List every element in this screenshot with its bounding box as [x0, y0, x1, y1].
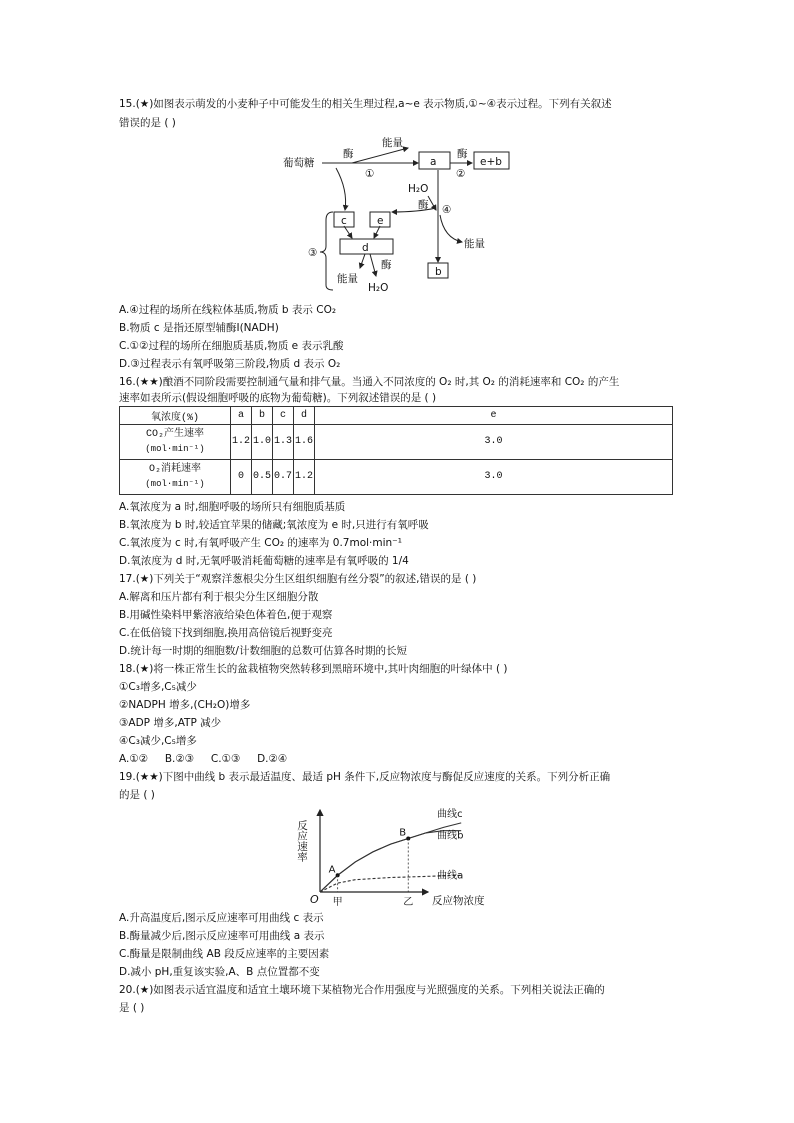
table-header-cell: 氧浓度(%) [120, 407, 231, 425]
x-tick-label: 乙 [403, 897, 414, 908]
q15-enzyme-label-1: 酶 [343, 148, 354, 160]
q20-stem-line1: 20.(★)如图表示适宜温度和适宜土壤环境下某植物光合作用强度与光照强度的关系。下列相关说法正确的 [119, 984, 605, 996]
x-axis-label: 反应物浓度 [432, 895, 485, 907]
series-label: 曲线c [437, 808, 463, 820]
q17-option-d: D.统计每一时期的细胞数/计数细胞的总数可估算各时期的长短 [119, 645, 407, 657]
q15-e-label: e [377, 215, 384, 227]
q19-option-b: B.酶量减少后,图示反应速率可用曲线 a 表示 [119, 930, 325, 942]
q15-glucose-label: 葡萄糖 [283, 157, 315, 169]
row-label-unit: (mol·min⁻¹) [145, 478, 205, 489]
q15-eb-label: e+b [480, 156, 502, 168]
table-cell: 1.6 [294, 425, 315, 460]
q16-oxygen-table [119, 406, 673, 495]
q15-diagram [0, 0, 794, 300]
q18-item-1: ①C₃增多,C₅减少 [119, 681, 197, 693]
q20-stem-line2: 是 ( ) [119, 1002, 145, 1014]
row-label-text: O₂消耗速率 [148, 463, 201, 475]
q15-option-a: A.④过程的场所在线粒体基质,物质 b 表示 CO₂ [119, 304, 337, 316]
q16-option-b: B.氧浓度为 b 时,较适宜苹果的储藏;氧浓度为 e 时,只进行有氧呼吸 [119, 519, 429, 531]
table-header-cell: c [273, 407, 294, 425]
q16-option-d: D.氧浓度为 d 时,无氧呼吸消耗葡萄糖的速率是有氧呼吸的 1/4 [119, 555, 409, 567]
point-label: A [328, 864, 336, 876]
table-cell: 1.0 [252, 425, 273, 460]
table-row [120, 425, 673, 460]
table-header-cell: d [294, 407, 315, 425]
x-tick-label: 甲 [332, 897, 343, 908]
q15-stem-line2: 错误的是 ( ) [119, 117, 176, 129]
q19-option-a: A.升高温度后,图示反应速率可用曲线 c 表示 [119, 912, 324, 924]
q15-option-d: D.③过程表示有氧呼吸第三阶段,物质 d 表示 O₂ [119, 358, 341, 370]
series-label: 曲线a [437, 870, 464, 882]
table-cell: 1.2 [294, 460, 315, 495]
q18-choices: A.①② B.②③ C.①③ D.②④ [119, 753, 288, 765]
table-header-row [120, 407, 673, 425]
table-header-cell: a [231, 407, 252, 425]
q15-b-label: b [435, 266, 442, 278]
table-cell: 3.0 [315, 460, 673, 495]
q15-h2o-label-2: H₂O [368, 282, 389, 294]
y-axis-label: 反应速率 [296, 820, 308, 862]
table-cell: 1.2 [231, 425, 252, 460]
table-header-cell: e [315, 407, 673, 425]
table-row [120, 460, 673, 495]
q16-stem-line1: 16.(★★)酿酒不同阶段需要控制通气量和排气量。当通入不同浓度的 O₂ 时,其 O₂ 的消耗速率和 CO₂ 的产生 [119, 376, 620, 388]
q15-option-c: C.①②过程的场所在细胞质基质,物质 e 表示乳酸 [119, 340, 344, 352]
q15-enzyme-label-4: 酶 [381, 259, 392, 271]
q15-process-3: ③ [308, 247, 318, 259]
q19-stem-line1: 19.(★★)下图中曲线 b 表示最适温度、最适 pH 条件下,反应物浓度与酶促反应速度的关系。下列分析正确 [119, 771, 611, 783]
q18-stem: 18.(★)将一株正常生长的盆栽植物突然转移到黑暗环境中,其叶肉细胞的叶绿体中 ( ) [119, 663, 508, 675]
q15-option-b: B.物质 c 是指还原型辅酶Ⅰ(NADH) [119, 322, 279, 334]
q16-option-a: A.氧浓度为 a 时,细胞呼吸的场所只有细胞质基质 [119, 501, 346, 513]
table-cell: 0 [231, 460, 252, 495]
origin-label: O [310, 893, 319, 906]
table-cell: 1.3 [273, 425, 294, 460]
q18-item-4: ④C₃减少,C₅增多 [119, 735, 197, 747]
q18-item-3: ③ADP 增多,ATP 减少 [119, 717, 222, 729]
q15-energy-label-2: 能量 [464, 238, 485, 250]
q15-energy-label-3: 能量 [337, 273, 358, 285]
row-label-text: CO₂产生速率 [145, 428, 204, 440]
q15-a-label: a [430, 156, 437, 168]
row-label-unit: (mol·min⁻¹) [145, 443, 205, 454]
q17-stem: 17.(★)下列关于“观察洋葱根尖分生区组织细胞有丝分裂”的叙述,错误的是 ( ) [119, 573, 477, 585]
q15-process-4: ④ [442, 204, 452, 216]
q17-option-c: C.在低倍镜下找到细胞,换用高倍镜后视野变亮 [119, 627, 333, 639]
table-header-cell: b [252, 407, 273, 425]
series-label: 曲线b [437, 830, 464, 842]
q15-c-label: c [341, 215, 347, 227]
table-row-label [120, 425, 231, 460]
q16-option-c: C.氧浓度为 c 时,有氧呼吸产生 CO₂ 的速率为 0.7mol·min⁻¹ [119, 537, 402, 549]
q17-option-a: A.解离和压片都有利于根尖分生区细胞分散 [119, 591, 319, 603]
q15-process-1: ① [365, 168, 375, 180]
table-cell: 3.0 [315, 425, 673, 460]
q15-d-label: d [362, 242, 369, 254]
q15-enzyme-label-3: 酶 [418, 199, 429, 211]
q18-item-2: ②NADPH 增多,(CH₂O)增多 [119, 699, 251, 711]
q15-energy-label-1: 能量 [382, 137, 403, 149]
table-row-label [120, 460, 231, 495]
q19-option-d: D.减小 pH,重复该实验,A、B 点位置都不变 [119, 966, 320, 978]
table-cell: 0.5 [252, 460, 273, 495]
q19-option-c: C.酶量是限制曲线 AB 段反应速率的主要因素 [119, 948, 330, 960]
q15-stem-line1: 15.(★)如图表示萌发的小麦种子中可能发生的相关生理过程,a~e 表示物质,①~④表示过程。下列有关叙述 [119, 98, 612, 110]
q16-stem-line2: 速率如表所示(假设细胞呼吸的底物为葡萄糖)。下列叙述错误的是 ( ) [119, 392, 437, 404]
q15-h2o-label-1: H₂O [408, 183, 429, 195]
table-cell: 0.7 [273, 460, 294, 495]
q15-process-2: ② [456, 168, 466, 180]
point-label: B [399, 827, 407, 839]
q19-stem-line2: 的是 ( ) [119, 789, 155, 801]
q17-option-b: B.用碱性染料甲紫溶液给染色体着色,便于观察 [119, 609, 333, 621]
q15-enzyme-label-2: 酶 [457, 148, 468, 160]
